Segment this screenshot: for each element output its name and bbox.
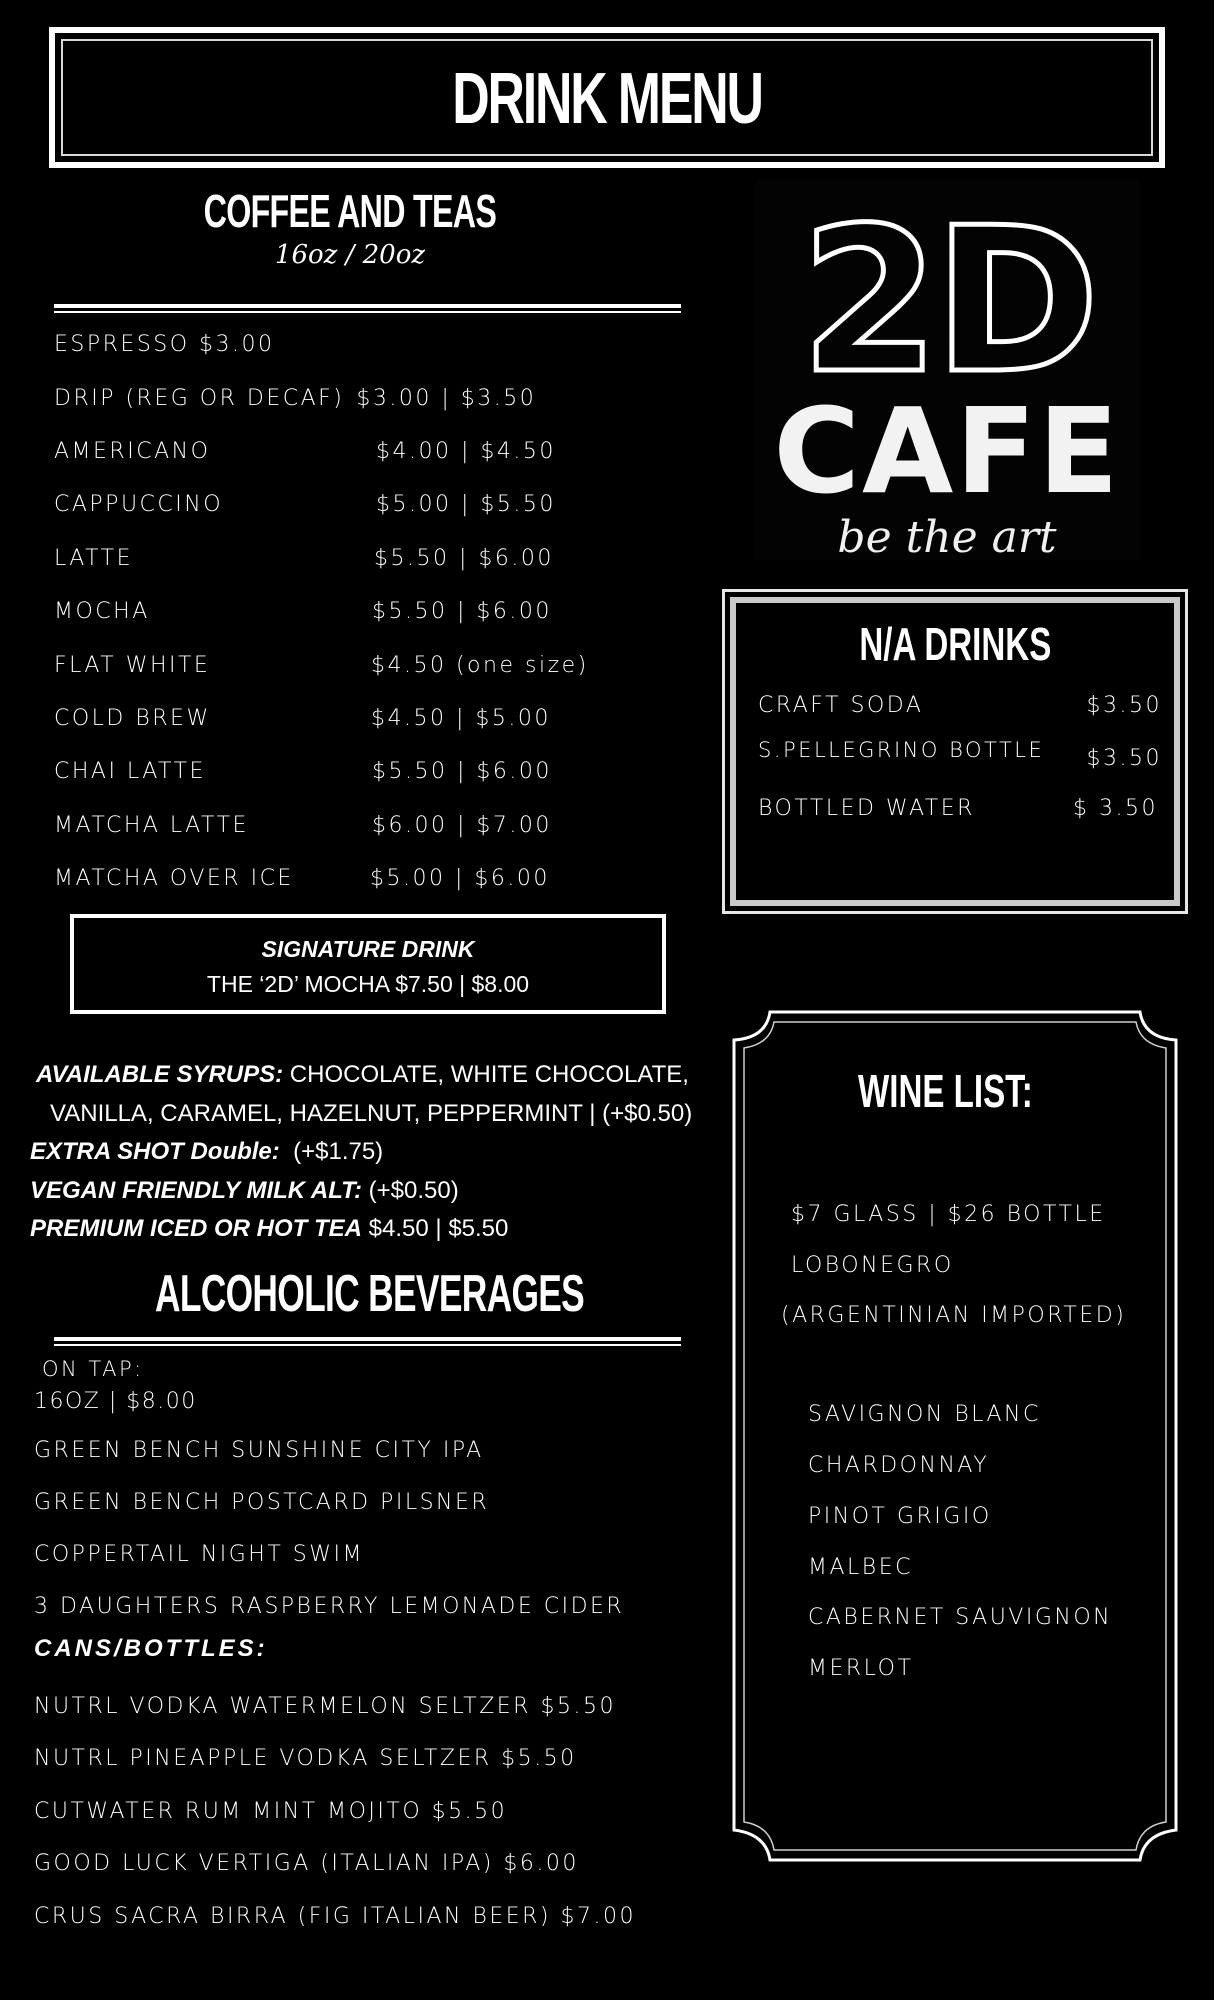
coffee-section-title: COFFEE AND TEAS xyxy=(203,185,497,237)
wine-varietal: SAVIGNON BLANC xyxy=(808,1402,1041,1427)
na-drinks-frame xyxy=(722,589,1188,914)
coffee-item-matcha-over-ice xyxy=(54,852,704,905)
syrups-label: AVAILABLE SYRUPS: xyxy=(36,1061,284,1088)
coffee-item-name: AMERICANO xyxy=(54,438,211,464)
coffee-item-price: $4.50 | $5.00 xyxy=(371,705,551,731)
coffee-item-name: ESPRESSO $3.00 xyxy=(54,332,275,358)
coffee-list xyxy=(54,318,704,905)
cafe-logo xyxy=(755,180,1140,560)
na-drink-name: S.PELLEGRINO BOTTLE xyxy=(758,738,1045,762)
coffee-item-americano xyxy=(54,425,704,478)
na-drink-item xyxy=(758,693,1162,718)
coffee-divider xyxy=(54,304,681,313)
extra-shot-label: EXTRA SHOT Double: xyxy=(30,1138,280,1165)
premium-tea-price: $4.50 | $5.50 xyxy=(362,1215,509,1242)
wine-featured-note: (ARGENTINIAN IMPORTED) xyxy=(781,1303,1127,1328)
signature-drink-item: THE ‘2D’ MOCHA $7.50 | $8.00 xyxy=(206,971,530,997)
menu-title: DRINK MENU xyxy=(452,59,762,139)
wine-list-frame xyxy=(730,1000,1180,1870)
coffee-sizes: 16oz / 20oz xyxy=(274,240,426,270)
extra-shot-line xyxy=(30,1133,710,1172)
coffee-item-drip xyxy=(54,371,704,424)
cans-item: GOOD LUCK VERTIGA (ITALIAN IPA) $6.00 xyxy=(34,1851,579,1877)
on-tap-item: COPPERTAIL NIGHT SWIM xyxy=(34,1541,364,1567)
menu-header-frame xyxy=(49,27,1165,168)
on-tap-item: 3 DAUGHTERS RASPBERRY LEMONADE CIDER xyxy=(34,1593,625,1619)
coffee-item-cold-brew xyxy=(54,692,704,745)
cans-item: CRUS SACRA BIRRA (FIG ITALIAN BEER) $7.00 xyxy=(34,1903,636,1929)
coffee-item-price: $5.00 | $5.50 xyxy=(376,492,556,518)
extra-shot-price: (+$1.75) xyxy=(279,1138,384,1165)
wine-list-heading xyxy=(730,1065,1160,1117)
premium-tea-line xyxy=(30,1210,710,1249)
alcohol-section-title: ALCOHOLIC BEVERAGES xyxy=(155,1265,585,1323)
coffee-item-price: $5.50 | $6.00 xyxy=(374,545,554,571)
milk-alt-label: VEGAN FRIENDLY MILK ALT: xyxy=(30,1176,362,1204)
coffee-item-price: $4.50 (one size) xyxy=(371,652,589,678)
coffee-item-chai-latte xyxy=(54,745,704,798)
na-drink-price: $ 3.50 xyxy=(1073,796,1158,821)
signature-drink-box xyxy=(70,914,666,1014)
syrups-line-2: VANILLA, CARAMEL, HAZELNUT, PEPPERMINT | (+$0.50) xyxy=(50,1099,693,1127)
syrups-values: CHOCOLATE, WHITE CHOCOLATE, xyxy=(283,1061,689,1088)
coffee-item-matcha-latte xyxy=(54,799,704,852)
na-drink-item xyxy=(758,796,1162,821)
alcohol-section-heading xyxy=(0,1265,740,1323)
wine-list-title: WINE LIST: xyxy=(857,1065,1033,1117)
coffee-item-cappuccino xyxy=(54,478,704,531)
coffee-item-price: $5.50 | $6.00 xyxy=(372,759,552,785)
cans-item: NUTRL PINEAPPLE VODKA SELTZER $5.50 xyxy=(34,1746,577,1772)
signature-drink-title: SIGNATURE DRINK xyxy=(261,936,475,962)
coffee-item-latte xyxy=(54,532,704,585)
cans-bottles-list xyxy=(34,1680,636,1943)
cans-item: NUTRL VODKA WATERMELON SELTZER $5.50 xyxy=(34,1693,616,1719)
na-drink-price: $3.50 xyxy=(1086,746,1162,771)
na-drinks-title: N/A DRINKS xyxy=(859,618,1051,670)
coffee-item-price: $3.00 | $3.50 xyxy=(356,385,537,411)
coffee-section-heading xyxy=(0,185,700,237)
add-ons-list xyxy=(30,1056,710,1249)
on-tap-item: GREEN BENCH SUNSHINE CITY IPA xyxy=(34,1437,484,1463)
wine-pricing: $7 GLASS | $26 BOTTLE xyxy=(791,1202,1106,1227)
logo-cafe-text: CAFE xyxy=(773,382,1121,520)
coffee-item-espresso xyxy=(54,318,704,371)
wine-varietal: CABERNET SAUVIGNON xyxy=(808,1605,1113,1630)
coffee-item-price: $5.50 | $6.00 xyxy=(372,599,552,625)
wine-featured: LOBONEGRO xyxy=(791,1253,954,1278)
on-tap-item: GREEN BENCH POSTCARD PILSNER xyxy=(34,1489,490,1515)
milk-alt-price: (+$0.50) xyxy=(361,1176,459,1204)
wine-varietal: PINOT GRIGIO xyxy=(808,1504,992,1529)
coffee-item-price: $4.00 | $4.50 xyxy=(376,438,556,464)
coffee-item-mocha xyxy=(54,585,704,638)
coffee-item-name: CHAI LATTE xyxy=(54,759,206,785)
coffee-item-name: LATTE xyxy=(54,545,133,571)
wine-varietal: CHARDONNAY xyxy=(808,1453,990,1478)
na-drinks-heading xyxy=(736,618,1174,670)
na-drink-name: BOTTLED WATER xyxy=(758,796,975,821)
na-drink-name: CRAFT SODA xyxy=(758,693,924,718)
coffee-item-name: MATCHA OVER ICE xyxy=(54,866,294,892)
on-tap-list xyxy=(34,1424,624,1632)
logo-tagline: be the art xyxy=(837,512,1057,560)
na-drink-price: $3.50 xyxy=(1086,693,1162,718)
coffee-item-name: DRIP (REG OR DECAF) xyxy=(54,385,345,411)
na-drinks-inner-frame xyxy=(730,597,1180,906)
coffee-item-name: CAPPUCCINO xyxy=(54,492,224,518)
cans-item: CUTWATER RUM MINT MOJITO $5.50 xyxy=(34,1798,508,1824)
logo-graphic xyxy=(755,180,1140,560)
wine-varietal: MALBEC xyxy=(808,1555,913,1580)
menu-header-inner-frame xyxy=(61,39,1153,156)
wine-varietal: MERLOT xyxy=(808,1656,914,1681)
cans-bottles-label: CANS/BOTTLES: xyxy=(34,1635,268,1662)
premium-tea-label: PREMIUM ICED OR HOT TEA xyxy=(30,1215,363,1242)
syrups-line-1 xyxy=(30,1056,710,1095)
coffee-item-price: $5.00 | $6.00 xyxy=(370,866,550,892)
alcohol-divider xyxy=(54,1337,681,1346)
milk-alt-line xyxy=(30,1172,710,1211)
coffee-item-name: MATCHA LATTE xyxy=(54,812,249,838)
coffee-item-name: COLD BREW xyxy=(54,705,211,731)
on-tap-price: 16OZ | $8.00 xyxy=(34,1389,197,1414)
coffee-item-flat-white xyxy=(54,638,704,691)
coffee-item-name: FLAT WHITE xyxy=(54,652,211,678)
coffee-item-name: MOCHA xyxy=(54,599,150,625)
coffee-item-price: $6.00 | $7.00 xyxy=(372,812,552,838)
na-drink-item xyxy=(758,738,1162,771)
on-tap-label: ON TAP: xyxy=(42,1357,144,1381)
logo-2d-text: 2D xyxy=(800,185,1094,418)
